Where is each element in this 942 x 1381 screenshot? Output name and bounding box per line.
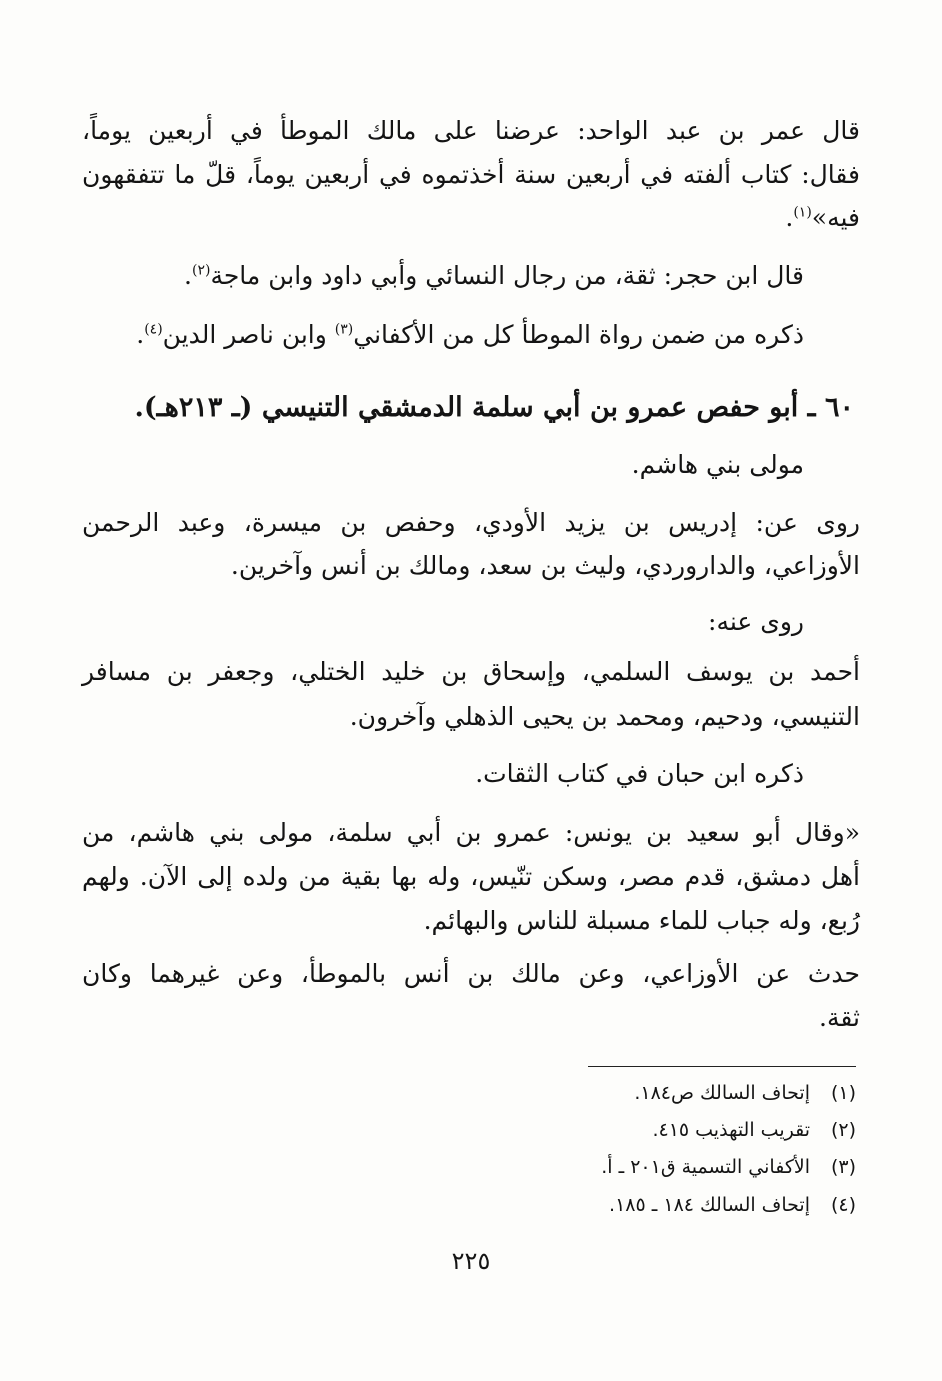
footnote-ref: (٣) xyxy=(334,321,354,338)
footnote xyxy=(300,1190,856,1220)
footnote-number: (١) xyxy=(830,1082,856,1104)
text-line: روى عن: إدريس بن يزيد الأودي، وحفص بن ميسرة، وعبد الرحمن xyxy=(82,508,860,537)
footnote-text: الأكفاني التسمية ق٢٠١ ـ أ. xyxy=(601,1156,810,1178)
footnote xyxy=(300,1115,856,1145)
footnote-number: (٢) xyxy=(830,1119,856,1141)
text-line: ذكره من ضمن رواة الموطأ كل من الأكفاني$^{(٣)}$ وابن ناصر الدين$^{(٤)}$. xyxy=(136,320,804,349)
footnote-text: إتحاف السالك ص١٨٤. xyxy=(634,1082,810,1104)
page-number: ٢٢٥ xyxy=(451,1247,491,1275)
text-line: مولى بني هاشم. xyxy=(631,450,804,479)
text-line: «وقال أبو سعيد بن يونس: عمرو بن أبي سلمة، مولى بني هاشم، من xyxy=(82,818,860,847)
footnote-number: (٣) xyxy=(830,1156,856,1178)
footnote-ref: (١) xyxy=(793,204,812,221)
text-line: أهل دمشق، قدم مصر، وسكن تنّيس، وله بها بقية من ولده إلى الآن. ولهم xyxy=(82,862,860,891)
text-line: التنيسي، ودحيم، ومحمد بن يحيى الذهلي وآخرون. xyxy=(349,702,860,731)
text-line: روى عنه: xyxy=(708,607,804,636)
footnote xyxy=(300,1078,856,1108)
footnote-ref: (٤) xyxy=(144,321,163,338)
text-line: قال ابن حجر: ثقة، من رجال النسائي وأبي داود وابن ماجة$^{(٢)}$. xyxy=(184,261,804,290)
footnote-ref: (٢) xyxy=(191,262,211,279)
text-line: أحمد بن يوسف السلمي، وإسحاق بن خليد الختلي، وجعفر بن مسافر xyxy=(82,657,860,686)
footnote-text: إتحاف السالك ١٨٤ ـ ١٨٥. xyxy=(609,1194,810,1216)
text-line: ثقة. xyxy=(819,1003,860,1032)
text-line: رُبع، وله جباب للماء مسبلة للناس والبهائم. xyxy=(423,906,860,935)
text-line: حدث عن الأوزاعي، وعن مالك بن أنس بالموطأ، وعن غيرهما وكان xyxy=(82,959,860,988)
text-line: ذكره ابن حبان في كتاب الثقات. xyxy=(475,759,804,788)
footnote xyxy=(300,1152,856,1182)
text-line: الأوزاعي، والداروردي، وليث بن سعد، ومالك بن أنس وآخرين. xyxy=(230,551,860,580)
footnote-text: تقريب التهذيب ٤١٥. xyxy=(652,1119,810,1141)
footnote-separator xyxy=(588,1066,856,1067)
text-line: فقال: كتاب ألفته في أربعين سنة أخذتموه في أربعين يوماً، قلّ ما تتفقهون xyxy=(82,160,860,189)
text-line: فيه»$^{(١)}$. xyxy=(785,203,860,232)
entry-heading: ٦٠ ـ أبو حفص عمرو بن أبي سلمة الدمشقي التنيسي (ـ ٢١٣هـ). xyxy=(134,392,854,423)
footnote-number: (٤) xyxy=(830,1194,856,1216)
text-line: قال عمر بن عبد الواحد: عرضنا على مالك الموطأ في أربعين يوماً، xyxy=(82,116,860,145)
